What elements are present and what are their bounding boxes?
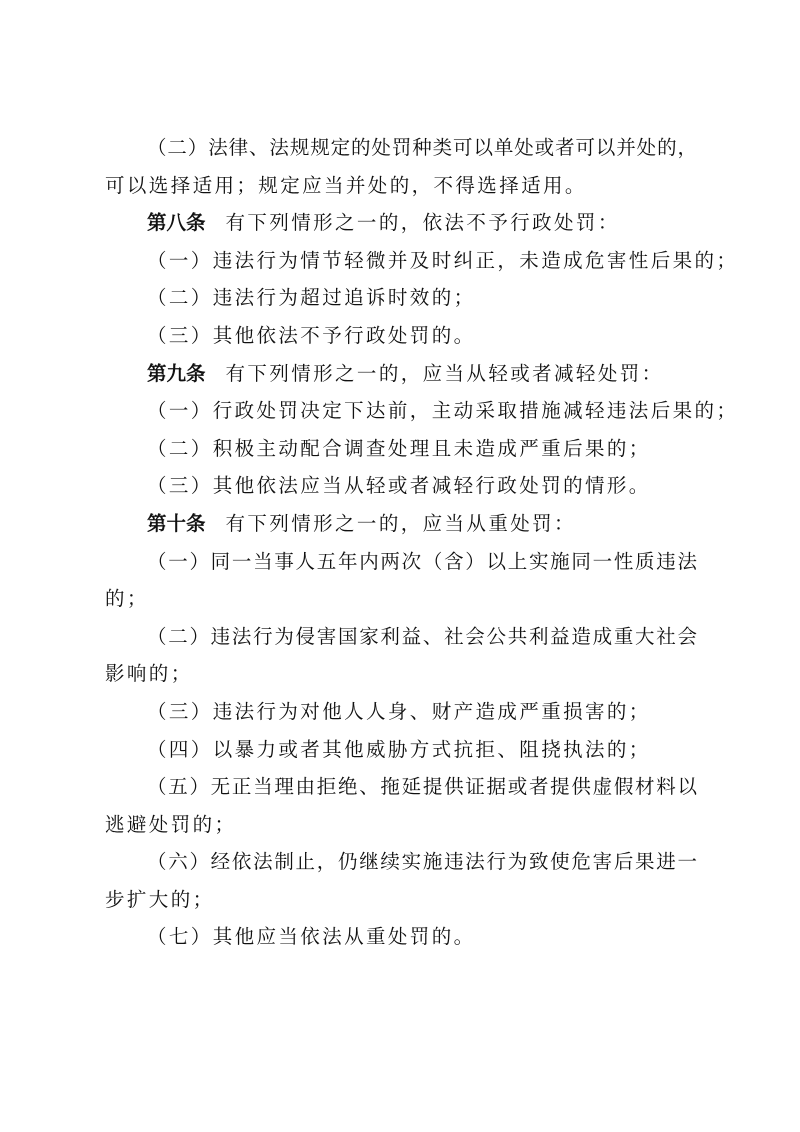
text-line [105,655,697,693]
clause-paragraph [105,918,697,956]
clause-paragraph [105,467,697,505]
line-text: （二）积极主动配合调查处理且未造成严重后果的； [147,436,651,460]
clause-paragraph [105,843,697,918]
article-paragraph [105,505,697,543]
text-line [105,693,697,731]
text-line [105,242,739,280]
clause-paragraph [105,317,697,355]
clause-paragraph [105,543,697,618]
text-line [105,505,697,543]
text-line [105,580,697,618]
text-line [105,843,697,881]
line-text: 有下列情形之一的，应当从重处罚： [225,511,576,535]
text-line [105,167,697,205]
line-text: （五）无正当理由拒绝、拖延提供证据或者提供虚假材料以 [147,775,697,799]
article-paragraph [105,355,697,393]
text-line [105,467,697,505]
line-text: （三）其他依法不予行政处罚的。 [147,323,476,347]
line-text: （一）同一当事人五年内两次（含）以上实施同一性质违法 [147,549,697,573]
clause-paragraph [105,618,697,693]
text-line [105,129,697,167]
text-line [105,204,697,242]
clause-paragraph [105,242,739,280]
clause-paragraph [105,693,697,731]
line-text: 步扩大的； [105,887,215,911]
clause-paragraph [105,392,739,430]
text-line [105,881,697,919]
line-text: 的； [105,587,149,611]
clause-paragraph [105,129,697,204]
line-text: （四）以暴力或者其他威胁方式抗拒、阻挠执法的； [147,737,651,761]
article-number: 第八条 [147,211,206,235]
line-text: （三）其他依法应当从轻或者减轻行政处罚的情形。 [147,474,651,498]
text-line [105,279,697,317]
text-line [105,392,739,430]
text-line [105,806,697,844]
line-text: （一）行政处罚决定下达前，主动采取措施减轻违法后果的； [147,399,739,423]
article-paragraph [105,204,697,242]
article-number: 第九条 [147,361,206,385]
line-text: 逃避处罚的； [105,812,237,836]
text-line [105,430,697,468]
line-text: 有下列情形之一的，依法不予行政处罚： [225,211,620,235]
line-text: （二）法律、法规规定的处罚种类可以单处或者可以并处的， [147,136,697,159]
line-text: 影响的； [105,662,193,686]
clause-paragraph [105,279,697,317]
text-line [105,731,697,769]
article-number: 第十条 [147,511,206,535]
text-line [105,543,697,581]
line-text: （三）违法行为对他人人身、财产造成严重损害的； [147,699,651,723]
line-text: 可以选择适用；规定应当并处的，不得选择适用。 [105,173,587,197]
line-text: （二）违法行为超过追诉时效的； [147,286,476,310]
clause-paragraph [105,430,697,468]
text-line [105,355,697,393]
clause-paragraph [105,768,697,843]
document-body [105,129,739,956]
text-line [105,317,697,355]
text-line [105,918,697,956]
clause-paragraph [105,731,697,769]
line-text: （一）违法行为情节轻微并及时纠正，未造成危害性后果的； [147,248,739,272]
text-line [105,618,697,656]
line-text: （二）违法行为侵害国家利益、社会公共利益造成重大社会 [147,624,697,648]
line-text: （六）经依法制止，仍继续实施违法行为致使危害后果进一 [147,850,697,874]
line-text: （七）其他应当依法从重处罚的。 [147,925,476,949]
line-text: 有下列情形之一的，应当从轻或者减轻处罚： [225,361,664,385]
text-line [105,768,697,806]
